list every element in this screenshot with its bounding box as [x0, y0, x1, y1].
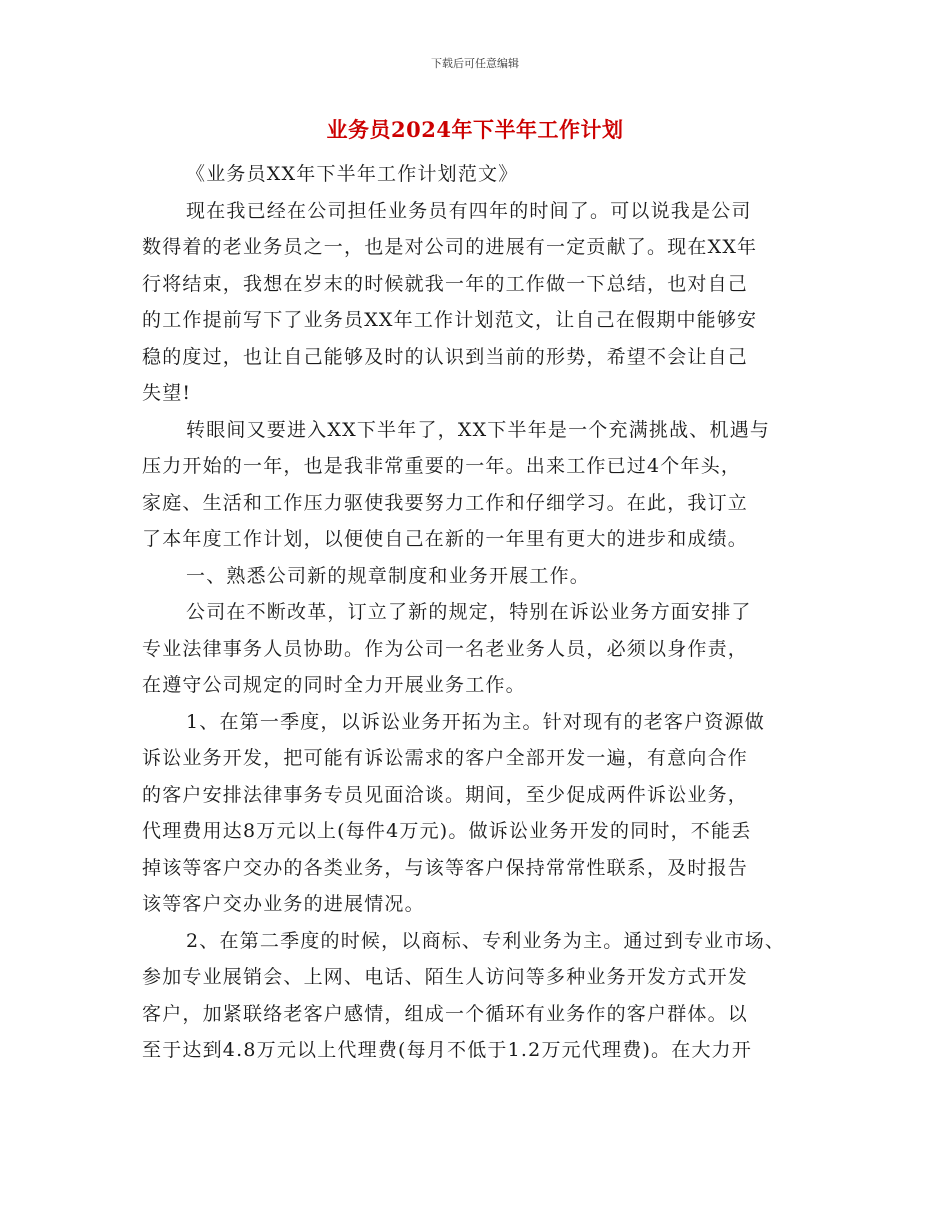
text-line: 数得着的老业务员之一，也是对公司的进展有一定贡献了。现在XX年 — [142, 236, 758, 258]
text-line: 公司在不断改革，订立了新的规定，特别在诉讼业务方面安排了 — [186, 601, 752, 623]
text-line: 压力开始的一年，也是我非常重要的一年。出来工作已过4个年头， — [142, 455, 742, 477]
text-line: 现在我已经在公司担任业务员有四年的时间了。可以说我是公司 — [186, 199, 752, 222]
document-body — [142, 156, 832, 1069]
text-line: 在遵守公司规定的同时全力开展业务工作。 — [142, 674, 526, 696]
document-title: 业务员2024年下半年工作计划 — [326, 117, 624, 142]
text-line: 专业法律事务人员协助。作为公司一名老业务人员，必须以身作责， — [142, 637, 749, 660]
text-line: 2、在第二季度的时候，以商标、专利业务为主。通过到专业市场、 — [186, 929, 786, 952]
text-line: 掉该等客户交办的各类业务，与该等客户保持常常性联系，及时报告 — [142, 856, 749, 879]
text-line: 了本年度工作计划，以便使自己在新的一年里有更大的进步和成绩。 — [142, 528, 749, 550]
text-line: 代理费用达8万元以上(每件4万元)。做诉讼业务开发的同时，不能丢 — [142, 820, 752, 842]
text-line: 失望! — [142, 382, 192, 404]
text-line: 该等客户交办业务的进展情况。 — [142, 893, 425, 915]
text-line: 参加专业展销会、上网、电话、陌生人访问等多种业务开发方式开发 — [142, 966, 749, 988]
text-line: 的工作提前写下了业务员XX年工作计划范文，让自己在假期中能够安 — [142, 309, 758, 331]
text-line: 行将结束，我想在岁末的时候就我一年的工作做一下总结，也对自己 — [142, 272, 749, 295]
text-line: 稳的度过，也让自己能够及时的认识到当前的形势，希望不会让自己 — [142, 345, 749, 368]
text-line: 至于达到4.8万元以上代理费(每月不低于1.2万元代理费)。在大力开 — [142, 1039, 753, 1061]
text-line: 一、熟悉公司新的规章制度和业务开展工作。 — [186, 564, 591, 587]
text-line: 诉讼业务开发，把可能有诉讼需求的客户全部开发一遍，有意向合作 — [142, 747, 749, 769]
text-line: 的客户安排法律事务专员见面洽谈。期间，至少促成两件诉讼业务， — [142, 783, 749, 806]
text-line: 客户，加紧联络老客户感情，组成一个循环有业务作的客户群体。以 — [142, 1002, 749, 1025]
page-header-note: 下载后可任意编辑 — [431, 57, 519, 70]
text-line: 家庭、生活和工作压力驱使我要努力工作和仔细学习。在此，我订立 — [142, 491, 749, 514]
text-line: 1、在第一季度，以诉讼业务开拓为主。针对现有的老客户资源做 — [186, 710, 765, 733]
text-line: 《业务员XX年下半年工作计划范文》 — [186, 163, 519, 185]
text-line: 转眼间又要进入XX下半年了，XX下半年是一个充满挑战、机遇与 — [186, 418, 771, 441]
